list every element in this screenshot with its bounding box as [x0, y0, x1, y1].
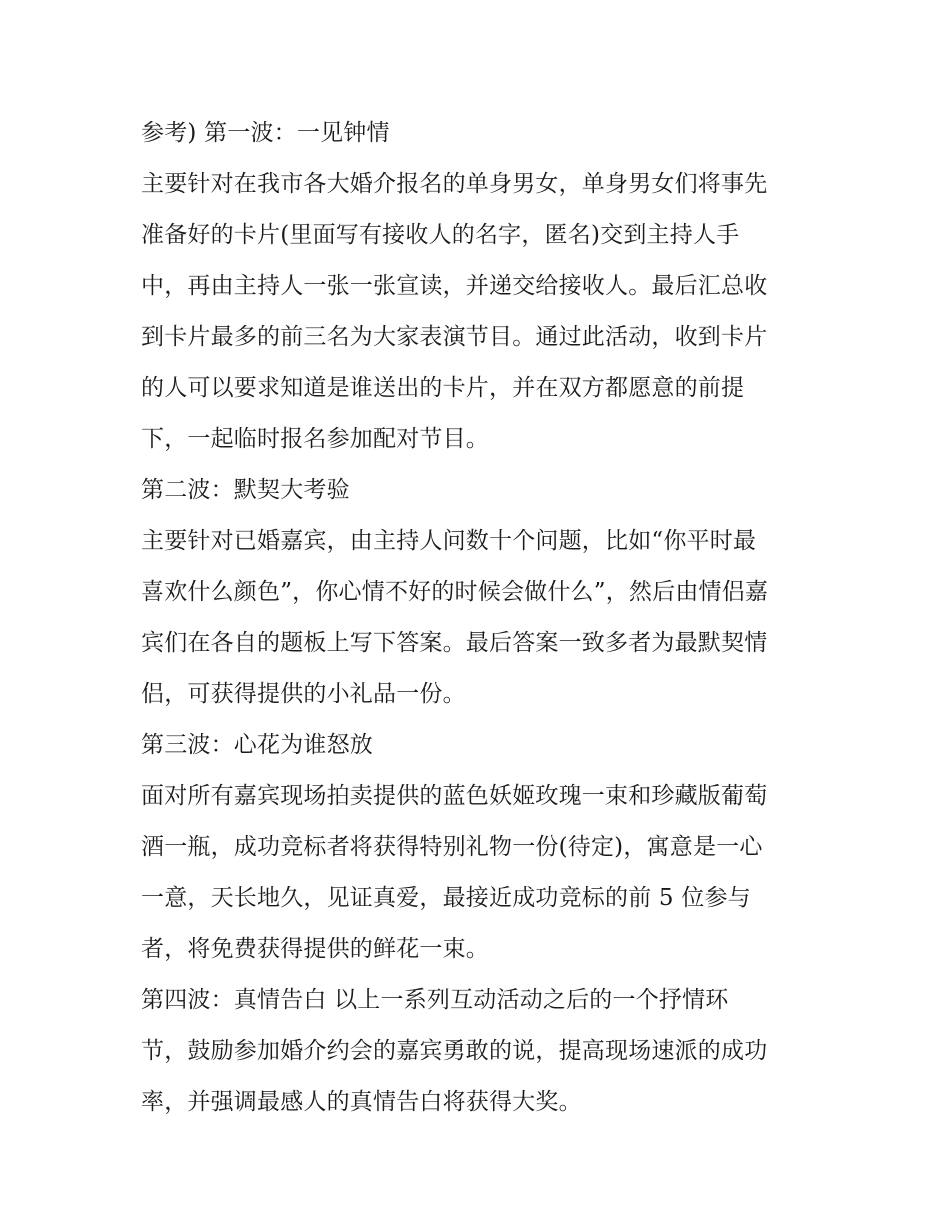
section-heading-wave-1: 参考) 第一波：一见钟情	[141, 120, 390, 146]
paragraph-line: 下，一起临时报名参加配对节目。	[141, 426, 489, 452]
paragraph-line: 侣，可获得提供的小礼品一份。	[141, 681, 466, 707]
paragraph-line: 喜欢什么颜色”，你心情不好的时候会做什么”，然后由情侣嘉	[141, 579, 769, 605]
paragraph-line: 面对所有嘉宾现场拍卖提供的蓝色妖姬玫瑰一束和珍藏版葡萄	[141, 783, 768, 809]
section-heading-wave-2: 第二波：默契大考验	[141, 477, 350, 503]
section-heading-wave-4: 第四波：真情告白 以上一系列互动活动之后的一个抒情环	[141, 987, 729, 1013]
paragraph-line: 一意，天长地久，见证真爱，最接近成功竞标的前 5 位参与	[141, 885, 751, 911]
paragraph-line: 主要针对已婚嘉宾，由主持人问数十个问题，比如“你平时最	[141, 528, 757, 554]
paragraph-line: 者，将免费获得提供的鲜花一束。	[141, 936, 489, 962]
paragraph-line: 酒一瓶，成功竞标者将获得特别礼物一份(待定)，寓意是一心	[141, 834, 763, 860]
document-body	[141, 108, 821, 1128]
paragraph-line: 中，再由主持人一张一张宣读，并递交给接收人。最后汇总收	[141, 273, 768, 299]
section-heading-wave-3: 第三波：心花为谁怒放	[141, 732, 373, 758]
paragraph-line: 到卡片最多的前三名为大家表演节目。通过此活动，收到卡片	[141, 324, 768, 350]
paragraph-line: 节，鼓励参加婚介约会的嘉宾勇敢的说，提高现场速派的成功	[141, 1038, 768, 1064]
paragraph-line: 的人可以要求知道是谁送出的卡片，并在双方都愿意的前提	[141, 375, 745, 401]
paragraph-line: 准备好的卡片(里面写有接收人的名字，匿名)交到主持人手	[141, 222, 740, 248]
paragraph-line: 宾们在各自的题板上写下答案。最后答案一致多者为最默契情	[141, 630, 768, 656]
paragraph-line: 主要针对在我市各大婚介报名的单身男女，单身男女们将事先	[141, 171, 768, 197]
paragraph-line: 率，并强调最感人的真情告白将获得大奖。	[141, 1089, 582, 1115]
